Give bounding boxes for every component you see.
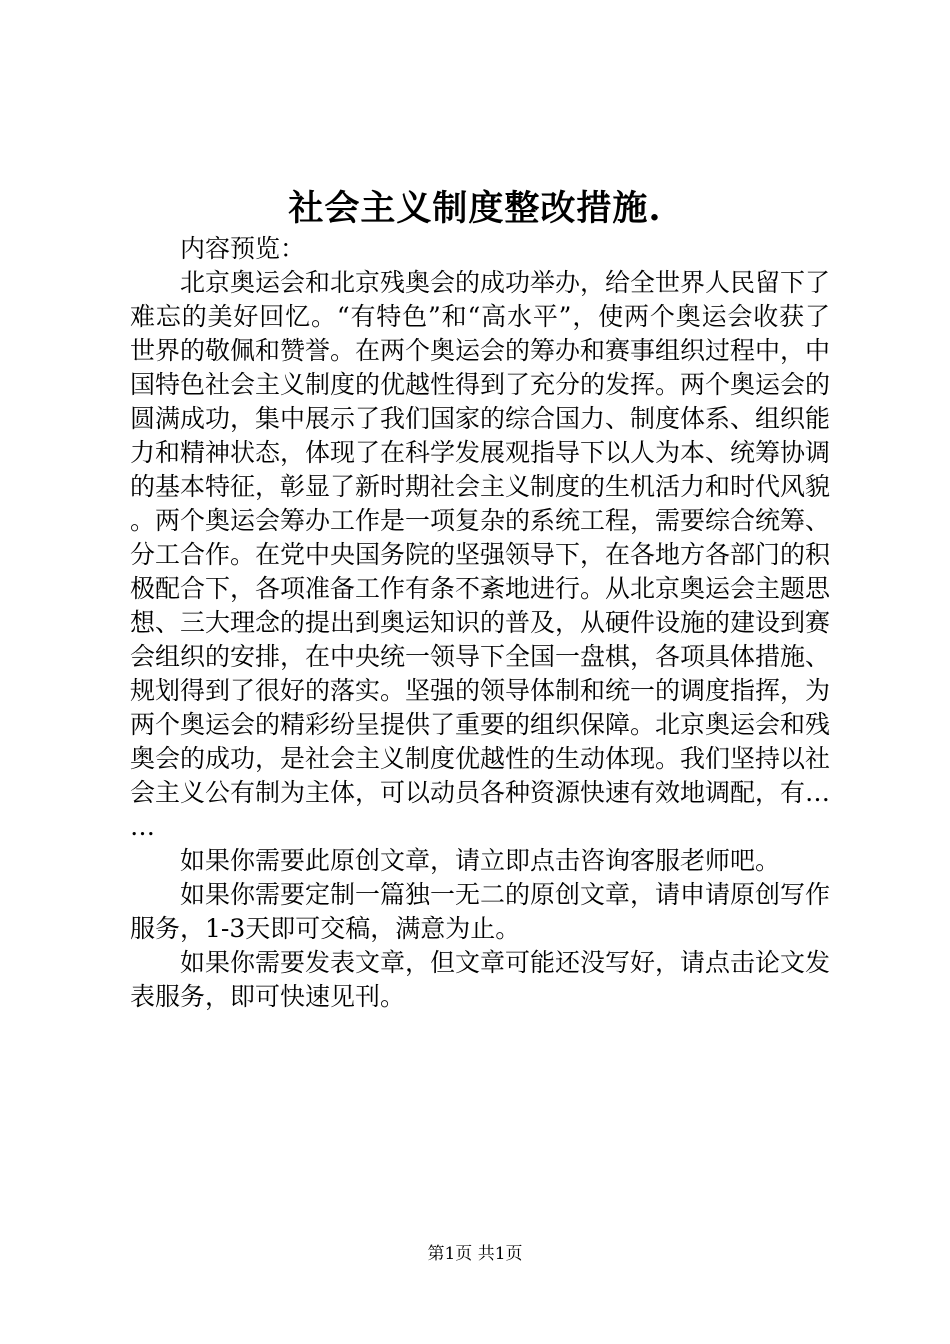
document-body	[130, 232, 830, 1014]
publishing-service-paragraph: 如果你需要发表文章，但文章可能还没写好，请点击论文发表服务，即可快速见刊。	[130, 948, 831, 1011]
document-title: 社会主义制度整改措施.	[288, 188, 662, 229]
custom-writing-paragraph: 如果你需要定制一篇独一无二的原创文章，请申请原创写作服务，1-3天即可交稿，满意为止。	[130, 880, 831, 943]
consult-service-paragraph: 如果你需要此原创文章，请立即点击咨询客服老师吧。	[180, 846, 781, 875]
preview-label: 内容预览：	[180, 234, 306, 263]
page-footer: 第1页 共1页	[427, 1244, 523, 1264]
preview-paragraph: 北京奥运会和北京残奥会的成功举办，给全世界人民留下了难忘的美好回忆。“有特色”和“高水平”，使两个奥运会收获了世界的敬佩和赞誉。在两个奥运会的筹办和赛事组织过程中，中国特色社会主义制度的优越性得到了充分的发挥。两个奥运会的圆满成功，集中展示了我们国家的综合国力、制度体系、组织能力和精神状态，体现了在科学发展观指导下以人为本、统筹协调的基本特征，彰显了新时期社会主义制度的生机活力和时代风貌。两个奥运会筹办工作是一项复杂的系统工程，需要综合统筹、分工合作。在党中央国务院的坚强领导下，在各地方各部门的积极配合下，各项准备工作有条不紊地进行。从北京奥运会主题思想、三大理念的提出到奥运知识的普及，从硬件设施的建设到赛会组织的安排，在中央统一领导下全国一盘棋，各项具体措施、规划得到了很好的落实。坚强的领导体制和统一的调度指挥，为两个奥运会的精彩纷呈提供了重要的组织保障。北京奥运会和残奥会的成功，是社会主义制度优越性的生动体现。我们坚持以社会主义公有制为主体，可以动员各种资源快速有效地调配，有……	[130, 268, 831, 841]
